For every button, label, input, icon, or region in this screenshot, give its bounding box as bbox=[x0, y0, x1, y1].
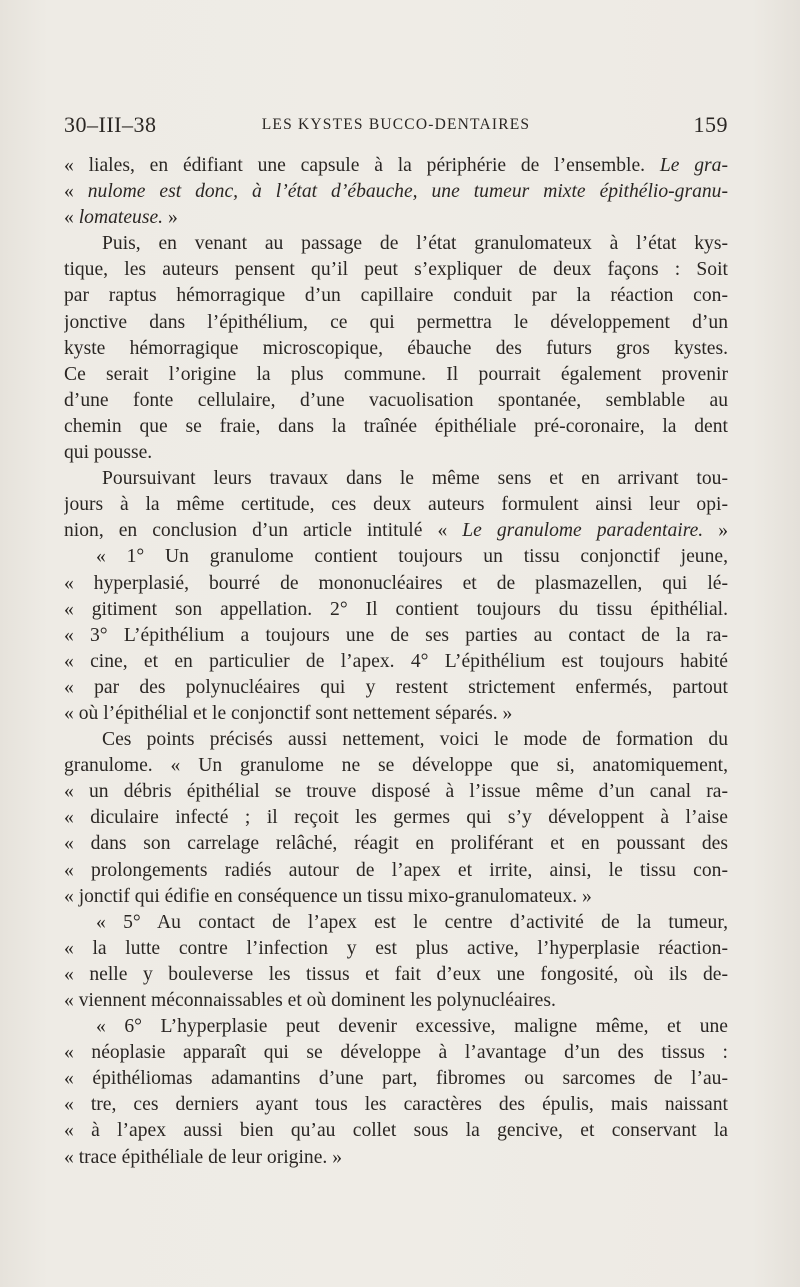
italic-segment: Le gra- bbox=[659, 155, 728, 176]
text-segment: Poursuivant leurs travaux dans le même sens et en arrivant tou- bbox=[102, 468, 728, 490]
header-date: 30–III–38 bbox=[64, 112, 157, 137]
text-segment: Ces points précisés aussi nettement, voici le mode de formation du bbox=[102, 729, 728, 751]
italic-segment: lomateuse. bbox=[78, 207, 164, 229]
header-title: LES KYSTES BUCCO-DENTAIRES bbox=[261, 116, 531, 133]
text-segment: « cine, et en particulier de l’apex. 4° L’épithélium est toujours habité bbox=[64, 650, 728, 672]
text-segment: » bbox=[703, 520, 728, 542]
text-line bbox=[64, 675, 728, 701]
text-segment: « 5° Au contact de l’apex est le centre d’activité de la tumeur, bbox=[96, 911, 728, 933]
text-segment: « un débris épithélial se trouve disposé à l’issue même d’un canal ra- bbox=[64, 781, 728, 803]
text-segment: chemin que se fraie, dans la traînée épithéliale pré-coronaire, la dent bbox=[64, 415, 728, 437]
text-line bbox=[64, 518, 728, 544]
text-segment: Puis, en venant au passage de l’état granulomateux à l’état kys- bbox=[102, 233, 728, 255]
text-line bbox=[64, 362, 728, 388]
text-segment: « épithéliomas adamantins d’une part, fibromes ou sarcomes de l’au- bbox=[64, 1068, 728, 1090]
text-segment: kyste hémorragique microscopique, ébauche des futurs gros kystes. bbox=[64, 337, 728, 359]
text-segment: « hyperplasié, bourré de mononucléaires et de plasmazellen, qui lé- bbox=[64, 572, 728, 594]
text-segment: Ce serait l’origine la plus commune. Il pourrait également provenir bbox=[64, 363, 728, 385]
text-segment: jours à la même certitude, ces deux auteurs formulent ainsi leur opi- bbox=[64, 494, 728, 516]
text-line bbox=[64, 571, 728, 597]
text-line bbox=[64, 753, 728, 779]
page-number: 159 bbox=[693, 112, 728, 137]
text-segment: nion, en conclusion d’un article intitulé « bbox=[64, 520, 463, 542]
text-segment: » bbox=[163, 207, 178, 229]
text-line bbox=[64, 153, 728, 179]
text-line bbox=[64, 988, 728, 1014]
text-line bbox=[64, 544, 728, 570]
text-segment: « bbox=[64, 181, 88, 203]
text-segment: jonctive dans l’épithélium, ce qui permettra le développement d’un bbox=[64, 311, 728, 333]
text-line bbox=[64, 466, 728, 492]
text-segment: d’une fonte cellulaire, d’une vacuolisation spontanée, semblable au bbox=[64, 389, 728, 411]
text-line bbox=[64, 962, 728, 988]
text-segment: « bbox=[64, 207, 79, 229]
text-line bbox=[64, 805, 728, 831]
text-line bbox=[64, 1145, 728, 1171]
text-segment: « 1° Un granulome contient toujours un tissu conjonctif jeune, bbox=[96, 546, 728, 568]
text-segment: « 6° L’hyperplasie peut devenir excessive, maligne même, et une bbox=[96, 1016, 728, 1038]
text-line bbox=[64, 492, 728, 518]
text-segment: « gitiment son appellation. 2° Il contient toujours du tissu épithélial. bbox=[64, 598, 728, 620]
text-line bbox=[64, 831, 728, 857]
text-line bbox=[64, 414, 728, 440]
text-line bbox=[64, 858, 728, 884]
text-line bbox=[64, 936, 728, 962]
text-segment: « néoplasie apparaît qui se développe à l’avantage d’un des tissus : bbox=[64, 1042, 728, 1064]
text-line bbox=[64, 597, 728, 623]
text-segment: « la lutte contre l’infection y est plus active, l’hyperplasie réaction- bbox=[64, 937, 728, 959]
text-line bbox=[64, 310, 728, 336]
text-segment: « tre, ces derniers ayant tous les caractères des épulis, mais naissant bbox=[64, 1094, 728, 1116]
italic-segment: Le granulome paradentaire. bbox=[462, 520, 704, 542]
text-segment: « prolongements radiés autour de l’apex et irrite, ainsi, le tissu con- bbox=[64, 859, 728, 881]
text-segment: « où l’épithélial et le conjonctif sont nettement séparés. » bbox=[64, 702, 513, 724]
text-segment: « trace épithéliale de leur origine. » bbox=[64, 1146, 342, 1168]
text-line bbox=[64, 336, 728, 362]
text-line bbox=[64, 1066, 728, 1092]
body-text bbox=[64, 153, 728, 1171]
text-line bbox=[64, 884, 728, 910]
text-segment: « par des polynucléaires qui y restent strictement enfermés, partout bbox=[64, 676, 728, 698]
text-line bbox=[64, 910, 728, 936]
text-segment: « viennent méconnaissables et où dominent les polynucléaires. bbox=[64, 990, 556, 1011]
text-line bbox=[64, 231, 728, 257]
text-segment: « à l’apex aussi bien qu’au collet sous la gencive, et conservant la bbox=[64, 1120, 728, 1142]
text-segment: granulome. « Un granulome ne se développe que si, anatomiquement, bbox=[64, 755, 728, 777]
text-line bbox=[64, 388, 728, 414]
text-line bbox=[64, 440, 728, 466]
text-line bbox=[64, 1014, 728, 1040]
text-segment: « dans son carrelage relâché, réagit en proliférant et en poussant des bbox=[64, 833, 728, 855]
italic-segment: nulome est donc, à l’état d’ébauche, une tumeur mixte épithélio-granu- bbox=[87, 181, 728, 203]
text-line bbox=[64, 179, 728, 205]
text-line bbox=[64, 649, 728, 675]
text-segment: « liales, en édifiant une capsule à la périphérie de l’ensemble. bbox=[64, 155, 660, 176]
text-line bbox=[64, 283, 728, 309]
text-segment: « 3° L’épithélium a toujours une de ses parties au contact de la ra- bbox=[64, 624, 728, 646]
text-line bbox=[64, 1092, 728, 1118]
text-segment: « jonctif qui édifie en conséquence un tissu mixo-granulomateux. » bbox=[64, 885, 592, 907]
text-line bbox=[64, 727, 728, 753]
text-segment: « diculaire infecté ; il reçoit les germes qui s’y développent à l’aise bbox=[64, 807, 728, 829]
text-line bbox=[64, 701, 728, 727]
text-line bbox=[64, 205, 728, 231]
text-line bbox=[64, 623, 728, 649]
running-header bbox=[64, 112, 728, 142]
text-line bbox=[64, 257, 728, 283]
text-line bbox=[64, 779, 728, 805]
text-line bbox=[64, 1040, 728, 1066]
text-segment: par raptus hémorragique d’un capillaire conduit par la réaction con- bbox=[64, 285, 728, 307]
text-segment: tique, les auteurs pensent qu’il peut s’expliquer de deux façons : Soit bbox=[64, 259, 728, 281]
text-segment: « nelle y bouleverse les tissus et fait d’eux une fongosité, où ils de- bbox=[64, 963, 728, 985]
text-segment: qui pousse. bbox=[64, 442, 153, 464]
text-line bbox=[64, 1118, 728, 1144]
